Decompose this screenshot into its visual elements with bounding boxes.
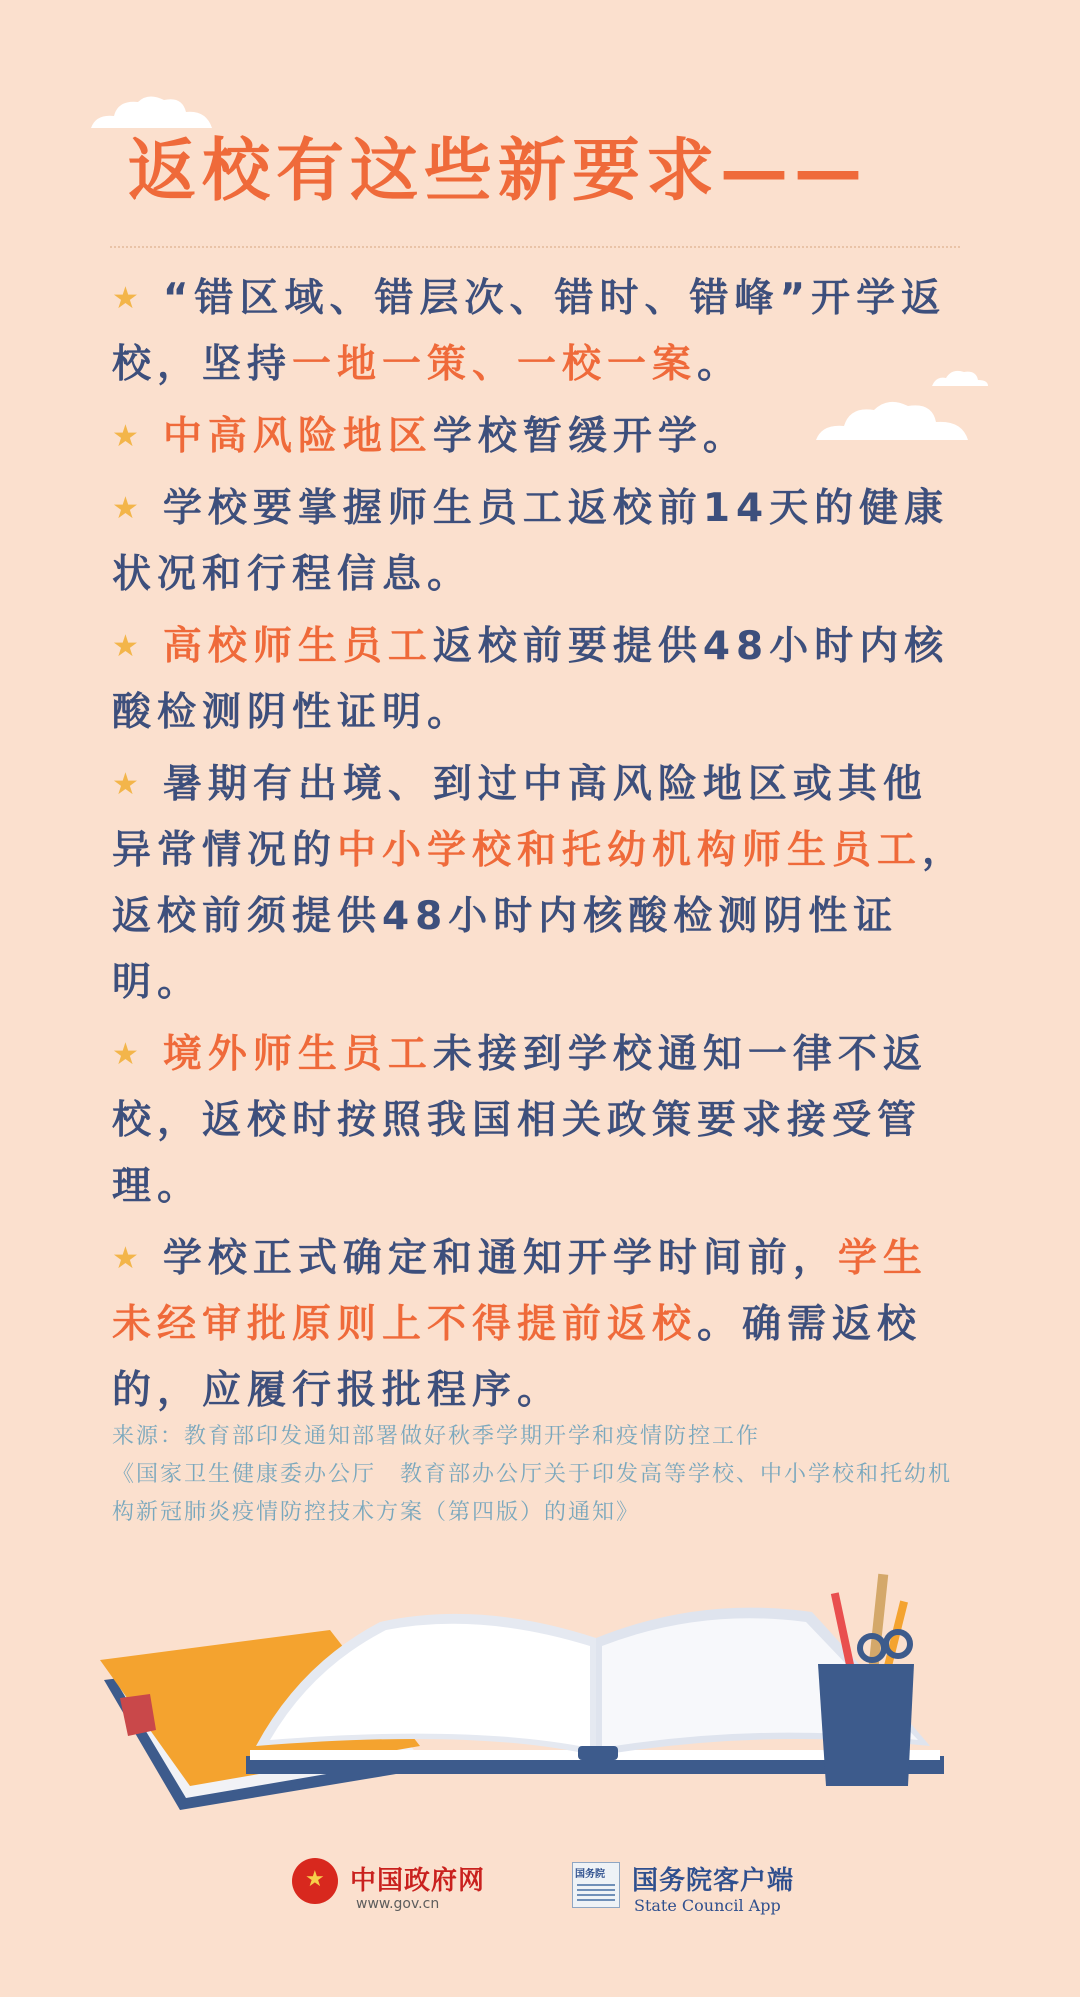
state-council-logo-icon: 国务院 — [572, 1862, 620, 1908]
state-council-app-name: 国务院客户端 — [632, 1866, 795, 1896]
list-item: ★ 中高风险地区学校暂缓开学。 — [112, 404, 972, 470]
source-line: 《国家卫生健康委办公厅 教育部办公厅关于印发高等学校、中小学校和托幼机构新冠肺炎疫情防控技术方案（第四版）的通知》 — [112, 1462, 953, 1525]
page-title: 返校有这些新要求—— — [128, 132, 869, 211]
list-item: ★ 高校师生员工返校前要提供48小时内核酸检测阴性证明。 — [112, 614, 972, 746]
list-item: ★ 学校正式确定和通知开学时间前，学生未经审批原则上不得提前返校。确需返校的，应履行报批程序。 — [112, 1226, 972, 1424]
requirement-list — [112, 266, 972, 1430]
list-item: ★ 境外师生员工未接到学校通知一律不返校，返校时按照我国相关政策要求接受管理。 — [112, 1022, 972, 1220]
star-icon: ★ — [112, 1241, 145, 1276]
national-emblem-icon: ★ — [292, 1858, 338, 1904]
list-item: ★ “错区域、错层次、错时、错峰”开学返校，坚持一地一策、一校一案。 — [112, 266, 972, 398]
pen-cup-icon — [818, 1574, 914, 1786]
star-icon: ★ — [112, 491, 145, 526]
star-icon: ★ — [112, 419, 145, 454]
star-icon: ★ — [112, 629, 145, 664]
list-item: ★ 暑期有出境、到过中高风险地区或其他异常情况的中小学校和托幼机构师生员工，返校前须提供48小时内核酸检测阴性证明。 — [112, 752, 972, 1016]
footer — [0, 1850, 1080, 1930]
cloud-icon — [86, 92, 216, 132]
star-icon: ★ — [112, 1037, 145, 1072]
gov-site-url: www.gov.cn — [356, 1896, 440, 1912]
illustration — [0, 1560, 1080, 1820]
star-icon: ★ — [112, 767, 145, 802]
list-item: ★ 学校要掌握师生员工返校前14天的健康状况和行程信息。 — [112, 476, 972, 608]
source-note — [112, 1418, 972, 1532]
title-divider — [110, 246, 960, 248]
state-council-app-english: State Council App — [634, 1896, 781, 1915]
star-icon: ★ — [112, 281, 145, 316]
gov-site-name: 中国政府网 — [350, 1866, 486, 1896]
source-line: 来源：教育部印发通知部署做好秋季学期开学和疫情防控工作 — [112, 1424, 761, 1449]
